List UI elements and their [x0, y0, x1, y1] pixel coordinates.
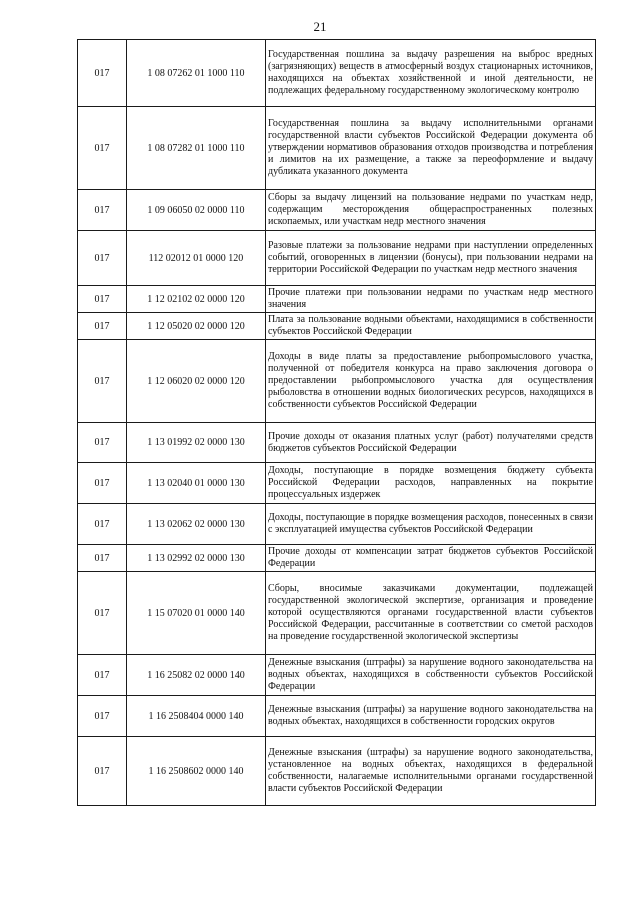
table-row — [78, 190, 596, 231]
revenue-name-cell: Прочие платежи при пользовании недрами по участкам недр местного значения — [266, 286, 596, 313]
budget-code-cell: 1 08 07282 01 1000 110 — [127, 107, 266, 190]
budget-code-cell: 1 13 02040 01 0000 130 — [127, 463, 266, 504]
admin-code-cell: 017 — [78, 737, 127, 806]
budget-code-cell: 1 16 2508404 0000 140 — [127, 696, 266, 737]
revenue-name-cell: Денежные взыскания (штрафы) за нарушение водного законодательства на водных объектах, находящихся в собственности субъектов Российской Федерации — [266, 655, 596, 696]
budget-code-cell: 1 12 02102 02 0000 120 — [127, 286, 266, 313]
revenue-name-cell: Плата за пользование водными объектами, находящимися в собственности субъектов Российской Федерации — [266, 313, 596, 340]
budget-code-cell: 1 15 07020 01 0000 140 — [127, 572, 266, 655]
budget-code-cell: 112 02012 01 0000 120 — [127, 231, 266, 286]
admin-code-cell: 017 — [78, 463, 127, 504]
table-row — [78, 40, 596, 107]
table-row — [78, 423, 596, 463]
revenue-name-cell: Государственная пошлина за выдачу разрешения на выброс вредных (загрязняющих) веществ в атмосферный воздух стационарных источников, находящихся на объектах хозяйственной и иной деятельности, не подлежащих федеральному государственному экологическому контролю — [266, 40, 596, 107]
table-row — [78, 572, 596, 655]
table-row — [78, 545, 596, 572]
budget-code-cell: 1 08 07262 01 1000 110 — [127, 40, 266, 107]
table-row — [78, 107, 596, 190]
revenue-name-cell: Сборы, вносимые заказчиками документации, подлежащей государственной экологической экспертизе, организация и проведение которой осуществляются органами государственной власти субъектов Российской Федерации, рассчитанные в соответствии со сметой расходов на проведение государственной экологической экспертизы — [266, 572, 596, 655]
admin-code-cell: 017 — [78, 40, 127, 107]
revenue-name-cell: Государственная пошлина за выдачу исполнительными органами государственной власти субъектов Российской Федерации документа об утверждении нормативов образования отходов производства и потребления и лимитов на их размещение, а также за переоформление и выдачу дубликата указанного документа — [266, 107, 596, 190]
admin-code-cell: 017 — [78, 107, 127, 190]
admin-code-cell: 017 — [78, 423, 127, 463]
budget-code-cell: 1 16 25082 02 0000 140 — [127, 655, 266, 696]
table-row — [78, 313, 596, 340]
admin-code-cell: 017 — [78, 655, 127, 696]
budget-code-cell: 1 13 01992 02 0000 130 — [127, 423, 266, 463]
revenue-name-cell: Сборы за выдачу лицензий на пользование недрами по участкам недр, содержащим месторождения общераспространенных полезных ископаемых, или участкам недр местного значения — [266, 190, 596, 231]
budget-code-cell: 1 13 02992 02 0000 130 — [127, 545, 266, 572]
revenue-name-cell: Прочие доходы от оказания платных услуг (работ) получателями средств бюджетов субъектов Российской Федерации — [266, 423, 596, 463]
revenue-name-cell: Доходы, поступающие в порядке возмещения бюджету субъекта Российской Федерации расходов, направленных на покрытие процессуальных издержек — [266, 463, 596, 504]
table-row — [78, 463, 596, 504]
admin-code-cell: 017 — [78, 190, 127, 231]
budget-code-cell: 1 12 05020 02 0000 120 — [127, 313, 266, 340]
budget-code-cell: 1 16 2508602 0000 140 — [127, 737, 266, 806]
budget-code-cell: 1 13 02062 02 0000 130 — [127, 504, 266, 545]
revenue-name-cell: Денежные взыскания (штрафы) за нарушение водного законодательства, установленное на водных объектах, находящихся в федеральной собственности, налагаемые исполнительными органами государственной власти субъектов Российской Федерации — [266, 737, 596, 806]
table-row — [78, 340, 596, 423]
admin-code-cell: 017 — [78, 313, 127, 340]
table-row — [78, 737, 596, 806]
revenue-name-cell: Прочие доходы от компенсации затрат бюджетов субъектов Российской Федерации — [266, 545, 596, 572]
page-number: 21 — [313, 19, 327, 34]
admin-code-cell: 017 — [78, 504, 127, 545]
revenue-name-cell: Денежные взыскания (штрафы) за нарушение водного законодательства на водных объектах, находящихся в собственности городских округов — [266, 696, 596, 737]
revenue-name-cell: Доходы в виде платы за предоставление рыбопромыслового участка, полученной от победителя конкурса на право заключения договора о предоставлении рыбопромыслового участка для осуществления рыболовства в отношении водных биологических ресурсов, находящихся в собственности субъектов Российской Федерации — [266, 340, 596, 423]
table-row — [78, 696, 596, 737]
revenue-codes-table — [77, 39, 596, 806]
revenue-name-cell: Разовые платежи за пользование недрами при наступлении определенных событий, оговоренных в лицензии (бонусы), при пользовании недрами на территории Российской Федерации по участкам недр местного значения — [266, 231, 596, 286]
table-row — [78, 231, 596, 286]
table-row — [78, 655, 596, 696]
revenue-name-cell: Доходы, поступающие в порядке возмещения расходов, понесенных в связи с эксплуатацией имущества субъектов Российской Федерации — [266, 504, 596, 545]
admin-code-cell: 017 — [78, 286, 127, 313]
budget-code-cell: 1 09 06050 02 0000 110 — [127, 190, 266, 231]
table-row — [78, 504, 596, 545]
admin-code-cell: 017 — [78, 231, 127, 286]
admin-code-cell: 017 — [78, 545, 127, 572]
admin-code-cell: 017 — [78, 340, 127, 423]
table-row — [78, 286, 596, 313]
admin-code-cell: 017 — [78, 572, 127, 655]
budget-code-cell: 1 12 06020 02 0000 120 — [127, 340, 266, 423]
admin-code-cell: 017 — [78, 696, 127, 737]
